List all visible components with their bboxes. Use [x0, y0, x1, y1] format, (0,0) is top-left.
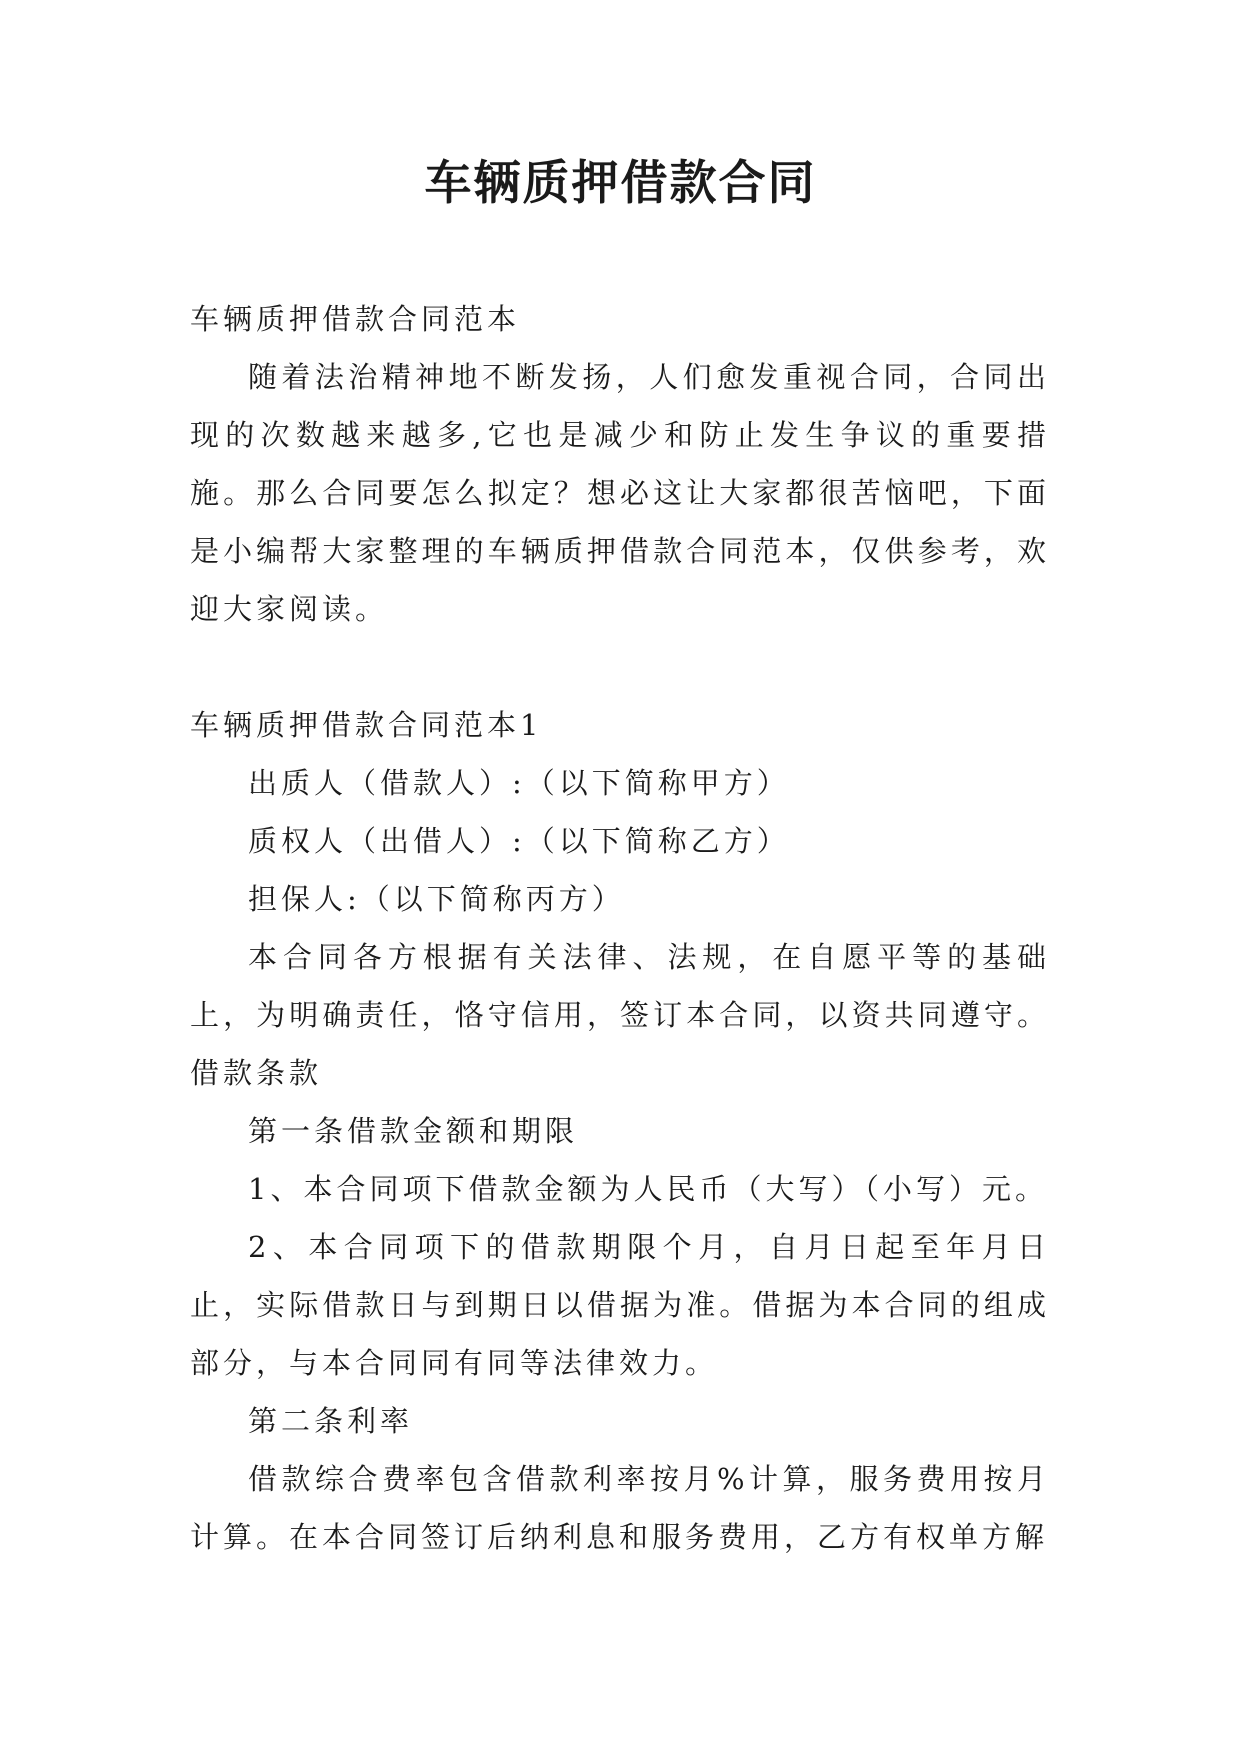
paragraph-spacer	[190, 638, 1050, 696]
pledgor-line: 出质人（借款人）:（以下简称甲方）	[248, 766, 790, 800]
preamble-paragraph: 本合同各方根据有关法律、法规，在自愿平等的基础上，为明确责任，恪守信用，签订本合同，以资共同遵守。借款条款	[190, 940, 1050, 1090]
article-1-clause-1: 1、本合同项下借款金额为人民币（大写）（小写）元。	[248, 1172, 1048, 1206]
intro-paragraph: 随着法治精神地不断发扬，人们愈发重视合同，合同出现的次数越来越多,它也是减少和防止发生争议的重要措施。那么合同要怎么拟定？想必这让大家都很苦恼吧，下面是小编帮大家整理的车辆质押借款合同范本，仅供参考，欢迎大家阅读。	[190, 360, 1050, 626]
article-2-heading: 第二条利率	[248, 1404, 414, 1438]
guarantor-line: 担保人:（以下简称丙方）	[248, 882, 625, 916]
article-2-paragraph: 借款综合费率包含借款利率按月%计算，服务费用按月计算。在本合同签订后纳利息和服务费用，乙方有权单方解	[190, 1462, 1050, 1554]
document-title: 车辆质押借款合同	[424, 156, 817, 211]
document-body	[190, 290, 1050, 1566]
pledgee-line: 质权人（出借人）:（以下简称乙方）	[248, 824, 790, 858]
article-1-heading: 第一条借款金额和期限	[248, 1114, 579, 1148]
section-heading-template: 车辆质押借款合同范本	[190, 302, 521, 336]
article-1-clause-2: 2、本合同项下的借款期限个月，自月日起至年月日止，实际借款日与到期日以借据为准。借据为本合同的组成部分，与本合同同有同等法律效力。	[190, 1230, 1050, 1380]
section-heading-template-1: 车辆质押借款合同范本1	[190, 708, 543, 742]
